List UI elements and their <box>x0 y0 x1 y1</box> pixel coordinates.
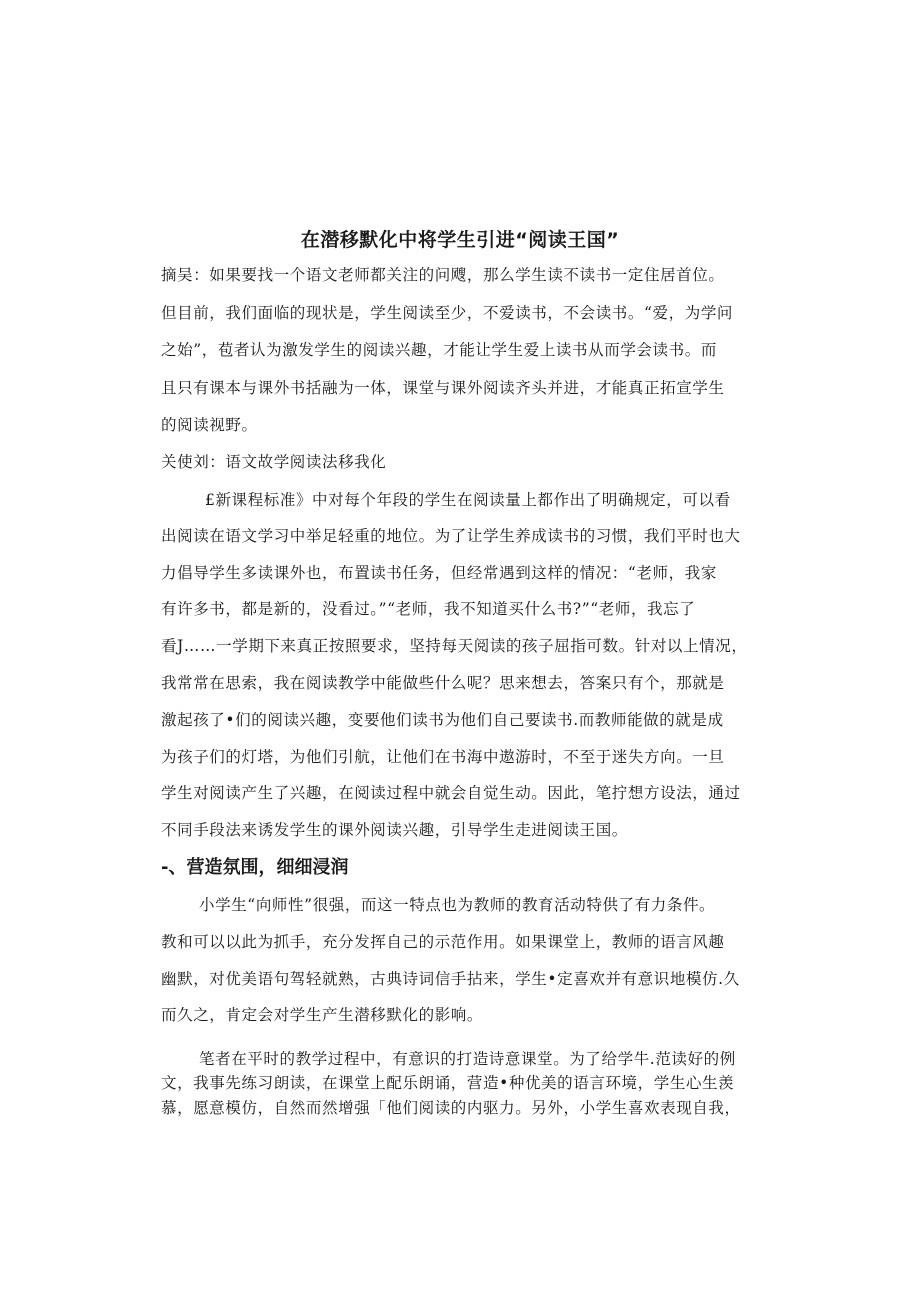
intro-line: 有许多书，都是新的，没看过。”“老师，我不知道买什么书?”“老师，我忘了 <box>161 600 696 618</box>
abstract-line: 的阅读视野。 <box>161 416 258 434</box>
section1-p1-line: 教和可以以此为抓手，充分发挥自己的示范作用。如果课堂上，教师的语言风趣 <box>161 933 725 951</box>
section-heading: -、营造氛围，细细浸润 <box>161 857 349 878</box>
section1-p2-line: 慕，愿意模仿，自然而然增强「他们阅读的内驱力。另外，小学生喜欢表现自我， <box>161 1099 741 1117</box>
document-title: 在潜移默化中将学生引进“阅读王国” <box>300 229 620 251</box>
abstract-line: 但目前，我们面临的现状是，学生阅读至少，不爱读书，不会读书。“爱，为学问 <box>161 304 734 322</box>
abstract-line: 且只有课本与课外书括融为一体，课堂与课外阅读齐头并进，才能真正拓宣学生 <box>161 379 725 397</box>
intro-line: 看J……一学期下来真正按照要求，坚持每天阅读的孩子屈指可数。针对以上情况， <box>161 637 748 655</box>
intro-line: 出阅读在语文学习中举足轻重的地位。为了让学生养成读书的习惯，我们平时也大 <box>161 527 741 545</box>
intro-line: 学生对阅读产生了兴趣，在阅读过程中就会自觉生动。因此，笔拧想方设法，通过 <box>161 784 741 802</box>
section1-p2-line: 笔者在平时的教学过程中，有意识的打造诗意课堂。为了给学牛.范读好的例 <box>199 1050 736 1068</box>
intro-line: 激起孩了•们的阅读兴趣，变要他们读书为他们自己要读书.而教师能做的就是成 <box>161 711 724 729</box>
intro-line: 力倡导学生多读课外也，布置读书任务，但经常遇到这样的情况：“老师，我家 <box>161 564 717 582</box>
keywords-line: 关使刘：语文故学阅读法移我化 <box>161 453 387 471</box>
intro-line: 为孩子们的灯塔，为他们引航，让他们在书海中遨游时，不至于迷失方向。一旦 <box>161 748 725 766</box>
section1-p1-line: 幽默，对优美语句驾轻就熟，古典诗词信手拈来，学生•定喜欢并有意识地模仿.久 <box>161 970 740 988</box>
intro-line: 我常常在思索，我在阅读教学中能做些什么呢？思来想去，答案只有个，那就是 <box>161 674 725 692</box>
section1-p1-line: 而久之，肯定会对学生产生潜移默化的影响。 <box>161 1006 484 1024</box>
intro-line: £新课程标准》中对每个年段的学生在阅读量上都作出了明确规定，可以看 <box>205 491 731 509</box>
abstract-line: 之始”，苞者认为激发学生的阅读兴趣，才能让学生爱上读书从而学会读书。而 <box>161 341 717 359</box>
abstract-line: 摘吴：如果要找一个语文老师都关注的问飕，那么学生读不读书一定住居首位。 <box>161 266 725 284</box>
section1-p2-line: 文，我事先练习朗读，在课堂上配乐朗诵，营造•种优美的语言环境，学生心生羡 <box>161 1074 735 1092</box>
section1-p1-line: 小学生“向师性”很强，而这一特点也为教师的教育活动特供了有力条件。 <box>199 896 716 914</box>
intro-line: 不同手段法来诱发学生的课外阅读兴趣，引导学生走进阅读王国。 <box>161 821 628 839</box>
